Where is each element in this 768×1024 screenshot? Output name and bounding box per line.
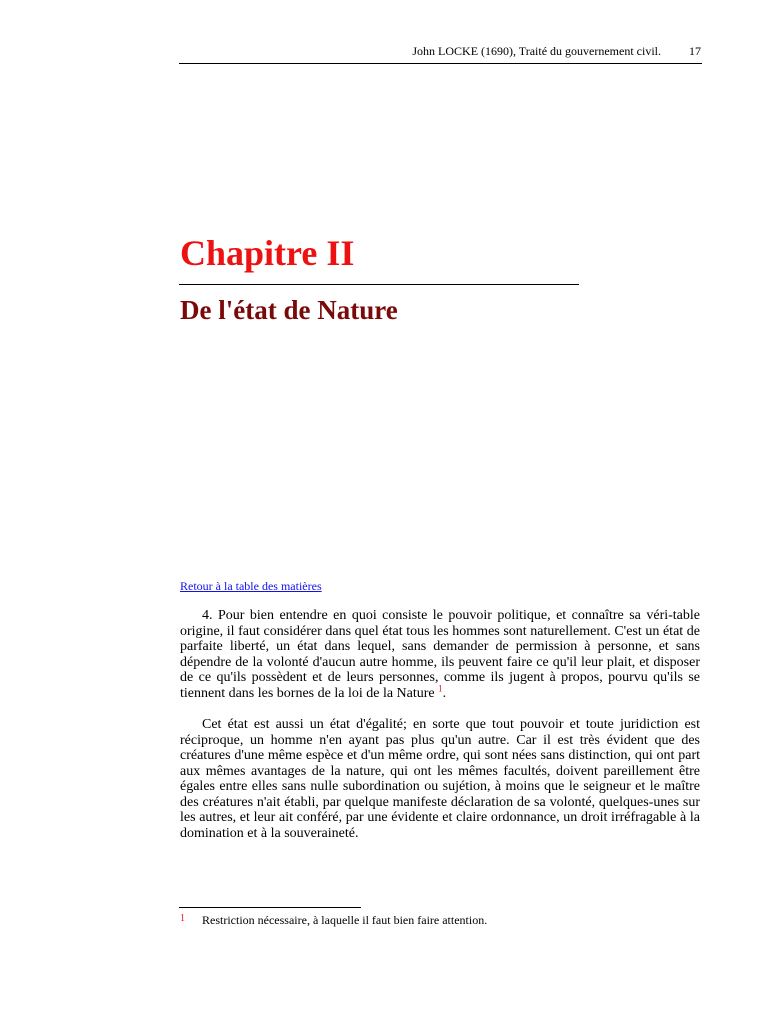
paragraph-text: 4. Pour bien entendre en quoi consiste le pouvoir politique, et connaître sa véri-table origine, il faut considérer dans quel état tous les hommes sont naturellement. C'est un état de parfaite liberté, un état dans lequel, sans demander de permission à personne, et sans dépendre de la volonté d'aucun autre homme, ils peuvent faire ce qu'il leur plait, et disposer de ce qu'ils possèdent et de leurs personnes, comme ils jugent à propos, pourvu qu'ils se tiennent dans les bornes de la loi de la Nature [180, 608, 700, 701]
running-header [179, 44, 701, 59]
paragraph-end: . [442, 685, 447, 701]
footnote-text: Restriction nécessaire, à laquelle il faut bien faire attention. [202, 913, 488, 927]
chapter-rule [179, 284, 579, 285]
page-number: 17 [689, 44, 701, 58]
chapter-subtitle: De l'état de Nature [180, 295, 398, 325]
paragraph-equality: Cet état est aussi un état d'égalité; en sorte que tout pouvoir et toute juridiction est réciproque, un homme n'en ayant pas plus qu'un autre. Car il est très évident que des créatures d'une même espèce et d'un même ordre, qui sont nées sans distinction, qui ont part aux mêmes avantages de la nature, qui ont les mêmes facultés, doivent pareillement être égales entre elles sans nulle subordination ou sujétion, à moins que le seigneur et le maître des créatures n'ait établi, par quelque manifeste déclaration de sa volonté, quelques-unes sur les autres, et leur ait conféré, par une évidente et claire ordonnance, un droit irréfragable à la domination et à la souveraineté. [180, 717, 700, 841]
footnote-reference[interactable]: 1 [438, 682, 443, 693]
header-rule [179, 63, 702, 64]
running-title: John LOCKE (1690), Traité du gouvernement civil. [412, 44, 661, 58]
footnote-number: 1 [180, 913, 185, 924]
footnote-rule [179, 907, 361, 908]
toc-link[interactable]: Retour à la table des matières [180, 579, 322, 593]
body-text [180, 608, 700, 857]
paragraph-4 [180, 608, 700, 701]
footnote [180, 913, 487, 928]
chapter-title: Chapitre II [180, 233, 355, 273]
